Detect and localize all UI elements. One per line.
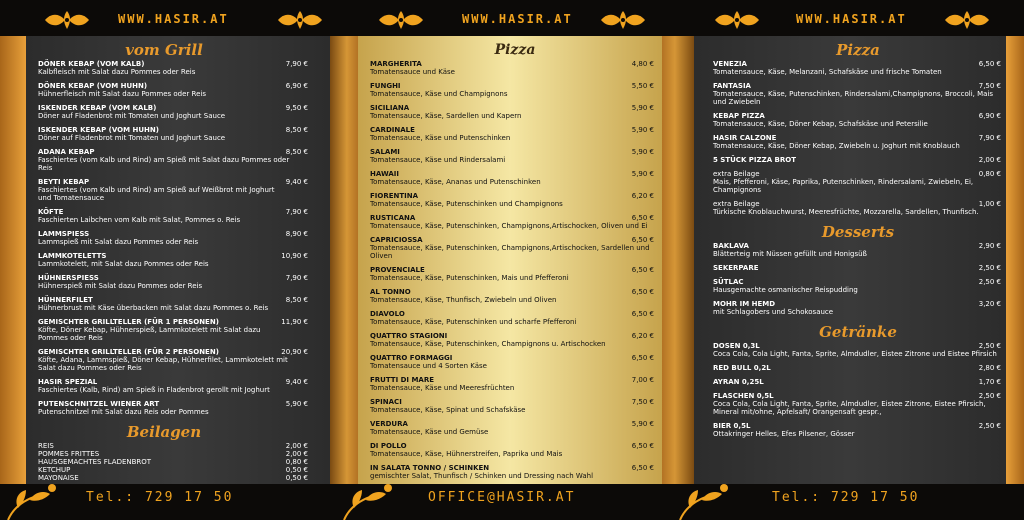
fleur-ornament-icon [376,9,426,31]
menu-item: extra Beilage Türkische Knoblauchwurst, Meeresfrüchte, Mozzarella, Sardellen, Thunfisch. 1,00 € [713,200,1001,216]
menu-item: GEMISCHTER GRILLTELLER (FÜR 2 PERSONEN) Köfte, Adana, Lammspieß, Döner Kebap, Hühnerfilet, Lammkotelett mit Salat dazu Pommes oder Reis 20,90 € [38,348,308,372]
section-title-beilagen: Beilagen [126,423,202,441]
fleur-ornament-icon [42,9,92,31]
menu-item: HÜHNERSPIESS Hühnerspieß mit Salat dazu Pommes oder Reis 7,90 € [38,274,308,290]
menu-item: DIAVOLO Tomatensauce, Käse, Putenschinken und scharfe Pfefferoni 6,50 € [370,310,654,326]
menu-item: HAWAII Tomatensauce, Käse, Ananas und Putenschinken 5,90 € [370,170,654,186]
menu-item: AYRAN 0,25L 1,70 € [713,378,1001,386]
menu-item: SPINACI Tomatensauce, Käse, Spinat und Schafskäse 7,50 € [370,398,654,414]
menu-item: RUSTICANA Tomatensauce, Käse, Putenschinken, Champignons,Artischocken, Oliven und Ei 6,50 € [370,214,654,230]
menu-item: SICILIANA Tomatensauce, Käse, Sardellen und Kapern 5,90 € [370,104,654,120]
menu-item: HASIR SPEZIAL Faschiertes (Kalb, Rind) am Spieß in Fladenbrot gerollt mit Joghurt 9,40 € [38,378,308,394]
menu-item: FANTASIA Tomatensauce, Käse, Putenschinken, Rindersalami,Champignons, Broccoli, Mais und Zwiebeln 7,50 € [713,82,1001,106]
menu-item: FIORENTINA Tomatensauce, Käse, Putenschinken und Champignons 6,20 € [370,192,654,208]
desserts-list [713,242,1003,316]
pizza-desserts-drinks-panel [694,36,1006,484]
menu-item: QUATTRO FORMAGGI Tomatensauce und 4 Sorten Käse 6,50 € [370,354,654,370]
menu-item: CAPRICIOSSA Tomatensauce, Käse, Putenschinken, Champignons,Artischocken, Sardellen und Oliven 6,50 € [370,236,654,260]
vine-ornament-icon [4,478,64,520]
pizza-panel [358,36,662,484]
menu-item: LAMMSPIESS Lammspieß mit Salat dazu Pommes oder Reis 8,90 € [38,230,308,246]
menu-item: DI POLLO Tomatensauce, Käse, Hühnerstreifen, Paprika und Mais 6,50 € [370,442,654,458]
menu-item: LAMMKOTELETTS Lammkotelett, mit Salat dazu Pommes oder Reis 10,90 € [38,252,308,268]
section-title-grill: vom Grill [125,41,203,59]
menu-item: KÖFTE Faschierten Laibchen vom Kalb mit Salat, Pommes o. Reis 7,90 € [38,208,308,224]
menu-item: MOHR IM HEMD mit Schlagobers und Schokosauce 3,20 € [713,300,1001,316]
vine-ornament-icon [340,478,400,520]
website-url-left[interactable]: WWW.HASIR.AT [118,12,229,26]
pizza-list-2 [713,60,1003,216]
website-url-center[interactable]: WWW.HASIR.AT [462,12,573,26]
menu-item: ISKENDER KEBAP (VOM HUHN) Döner auf Fladenbrot mit Tomaten und Joghurt Sauce 8,50 € [38,126,308,142]
divider-right [662,36,694,484]
menu-item: IN SALATA TONNO / SCHINKEN gemischter Salat, Thunfisch / Schinken und Dressing nach Wahl 6,50 € [370,464,654,480]
menu-item: FUNGHI Tomatensauce, Käse und Champignons 5,50 € [370,82,654,98]
email-address[interactable]: OFFICE@HASIR.AT [428,490,576,505]
section-title-pizza-2: Pizza [836,41,880,59]
menu-item: RED BULL 0,2L 2,80 € [713,364,1001,372]
menu-item: POMMES FRITTES 2,00 € [38,450,308,458]
menu-item: DÖNER KEBAP (VOM HUHN) Hühnerfleisch mit Salat dazu Pommes oder Reis 6,90 € [38,82,308,98]
beilagen-list [38,442,308,482]
left-edge-band [0,36,26,484]
grill-list [38,60,308,416]
menu-item: CARDINALE Tomatensauce, Käse und Putenschinken 5,90 € [370,126,654,142]
fleur-ornament-icon [942,9,992,31]
pizza-list [370,60,660,480]
right-edge-band [1006,36,1024,484]
phone-number-right[interactable]: Tel.: 729 17 50 [772,490,920,505]
divider-left [330,36,358,484]
menu-item: DOSEN 0,3L Coca Cola, Cola Light, Fanta, Sprite, Almdudler, Eistee Zitrone und Eistee Pfirsich 2,50 € [713,342,1001,358]
grill-panel [26,36,330,484]
menu-item: ADANA KEBAP Faschiertes (vom Kalb und Rind) am Spieß mit Salat dazu Pommes oder Reis 8,50 € [38,148,308,172]
menu-item: KEBAP PIZZA Tomatensauce, Käse, Döner Kebap, Schafskäse und Petersilie 6,90 € [713,112,1001,128]
menu-item: HÜHNERFILET Hühnerbrust mit Käse überbacken mit Salat dazu Pommes o. Reis 8,50 € [38,296,308,312]
menu-item: KETCHUP 0,50 € [38,466,308,474]
menu-item: HASIR CALZONE Tomatensauce, Käse, Döner Kebap, Zwiebeln u. Joghurt mit Knoblauch 7,90 € [713,134,1001,150]
menu-item: REIS 2,00 € [38,442,308,450]
menu-item: PUTENSCHNITZEL WIENER ART Putenschnitzel mit Salat dazu Reis oder Pommes 5,90 € [38,400,308,416]
menu-item: AL TONNO Tomatensauce, Käse, Thunfisch, Zwiebeln und Oliven 6,50 € [370,288,654,304]
menu-item: SALAMI Tomatensauce, Käse und Rindersalami 5,90 € [370,148,654,164]
getraenke-list [713,342,1003,438]
menu-item: MARGHERITA Tomatensauce und Käse 4,80 € [370,60,654,76]
menu-item: VERDURA Tomatensauce, Käse und Gemüse 5,90 € [370,420,654,436]
vine-ornament-icon [676,478,736,520]
menu-item: QUATTRO STAGIONI Tomatensauce, Käse, Putenschinken, Champignons u. Artischocken 6,20 € [370,332,654,348]
menu-item: BEYTI KEBAP Faschiertes (vom Kalb und Rind) am Spieß auf Weißbrot mit Joghurt und Tomatensauce 9,40 € [38,178,308,202]
section-title-getraenke: Getränke [819,323,897,341]
menu-item: extra Beilage Mais, Pfefferoni, Käse, Paprika, Putenschinken, Rindersalami, Zwiebeln, Ei, Champignons 0,80 € [713,170,1001,194]
menu-item: FLASCHEN 0,5L Coca Cola, Cola Light, Fanta, Sprite, Almdudler, Eistee Zitrone, Eistee Pfirsich, Mineral mit/ohne, Apfelsaft/ Orangensaft gespr., 2,50 € [713,392,1001,416]
menu-item: BAKLAVA Blätterteig mit Nüssen gefüllt und Honigsüß 2,90 € [713,242,1001,258]
fleur-ornament-icon [712,9,762,31]
menu-item: VENEZIA Tomatensauce, Käse, Melanzani, Schafskäse und frische Tomaten 6,50 € [713,60,1001,76]
menu-item: MAYONAISE 0,50 € [38,474,308,482]
menu-item: FRUTTI DI MARE Tomatensauce, Käse und Meeresfrüchten 7,00 € [370,376,654,392]
fleur-ornament-icon [275,9,325,31]
menu-item: PROVENCIALE Tomatensauce, Käse, Putenschinken, Mais und Pfefferoni 6,50 € [370,266,654,282]
menu-item: GEMISCHTER GRILLTELLER (FÜR 1 PERSONEN) Köfte, Döner Kebap, Hühnerspieß, Lammkotelett mit Salat dazu Pommes oder Reis 11,90 € [38,318,308,342]
menu-item: SÜTLAC Hausgemachte osmanischer Reispudding 2,50 € [713,278,1001,294]
website-url-right[interactable]: WWW.HASIR.AT [796,12,907,26]
menu-item: DÖNER KEBAP (VOM KALB) Kalbfleisch mit Salat dazu Pommes oder Reis 7,90 € [38,60,308,76]
section-title-pizza: Pizza [494,42,536,58]
menu-item: SEKERPARE 2,50 € [713,264,1001,272]
section-title-desserts: Desserts [821,223,895,241]
menu-item: 5 STÜCK PIZZA BROT 2,00 € [713,156,1001,164]
menu-item: ISKENDER KEBAP (VOM KALB) Döner auf Fladenbrot mit Tomaten und Joghurt Sauce 9,50 € [38,104,308,120]
fleur-ornament-icon [598,9,648,31]
menu-item: BIER 0,5L Ottakringer Helles, Efes Pilsener, Gösser 2,50 € [713,422,1001,438]
menu-item: HAUSGEMACHTES FLADENBROT 0,80 € [38,458,308,466]
phone-number-left[interactable]: Tel.: 729 17 50 [86,490,234,505]
